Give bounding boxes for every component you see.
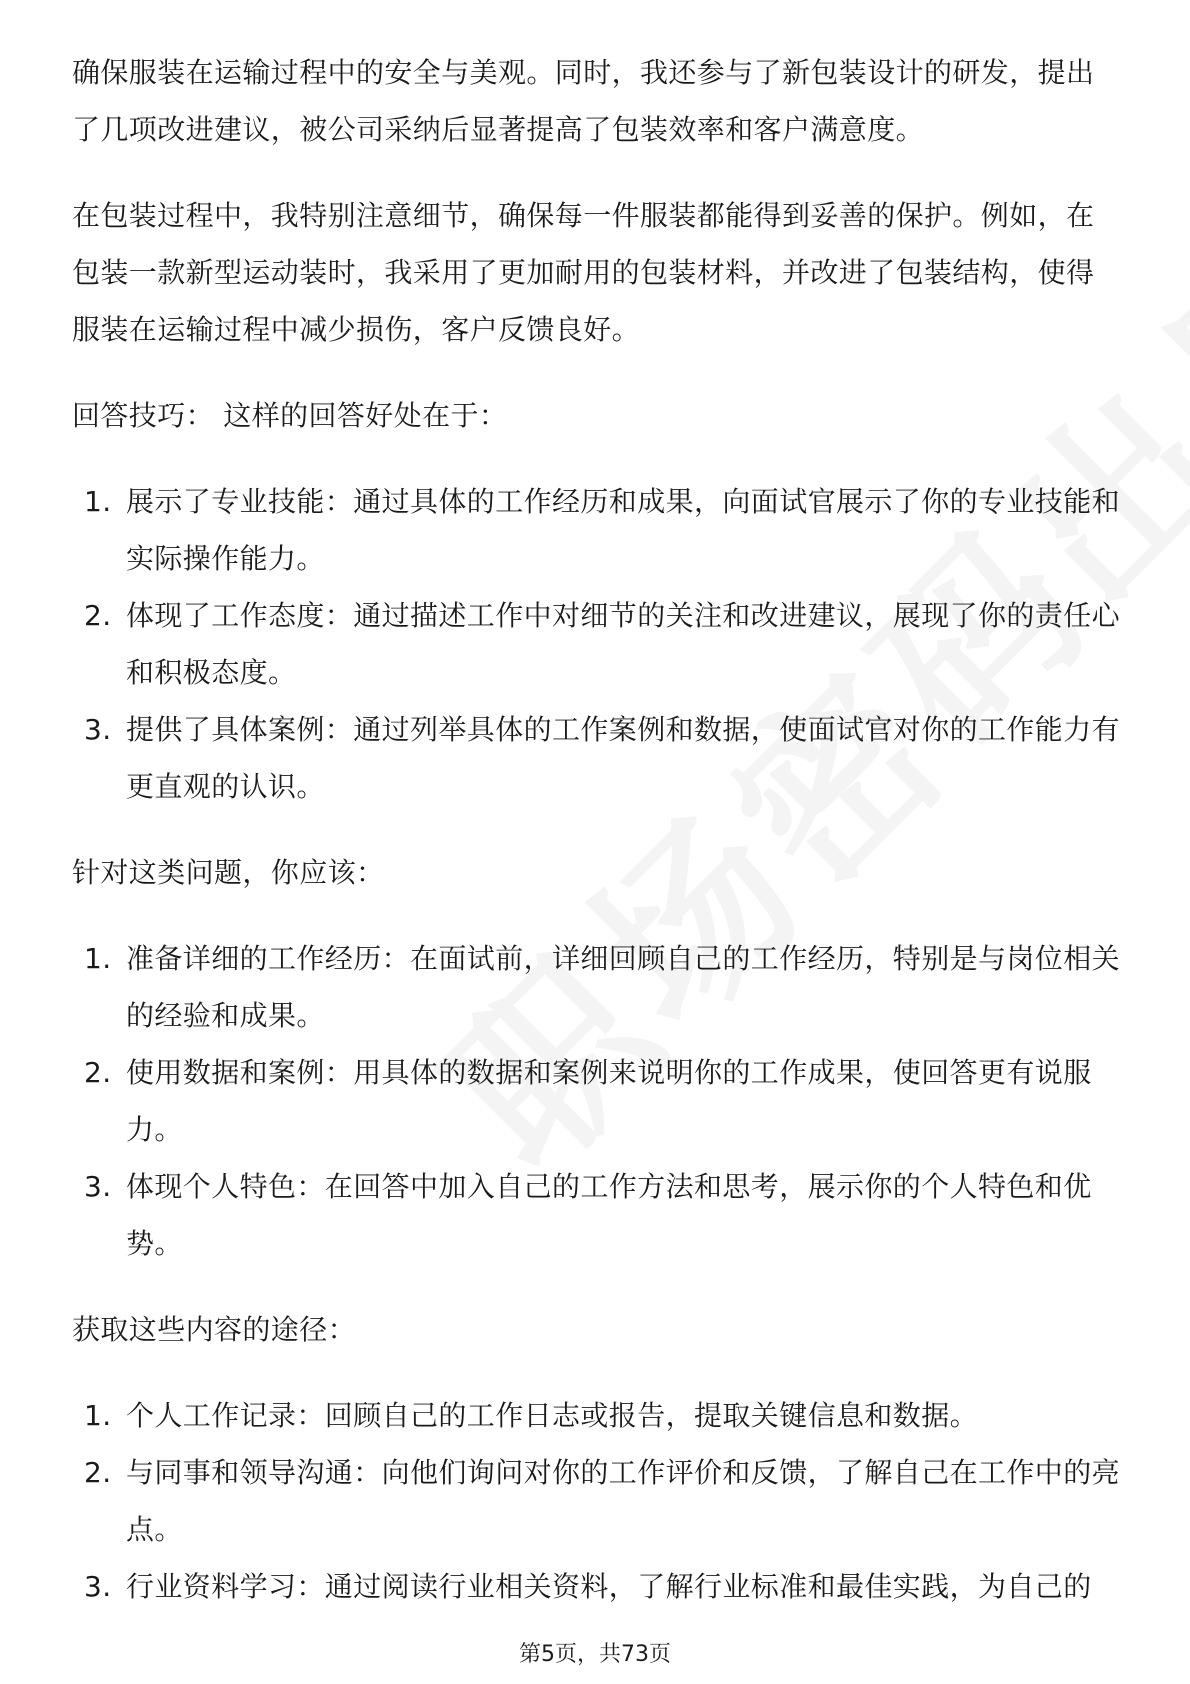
document-body (72, 44, 1122, 1644)
list-item-text: 准备详细的工作经历：在面试前，详细回顾自己的工作经历，特别是与岗位相关的经验和成果。 (126, 942, 1121, 1032)
list-number: 2. (84, 599, 112, 632)
list-number: 1. (84, 942, 112, 975)
list-number: 2. (84, 1056, 112, 1089)
list-item-text: 行业资料学习：通过阅读行业相关资料，了解行业标准和最佳实践，为自己的 (126, 1570, 1092, 1603)
list-number: 2. (84, 1456, 112, 1489)
list-number: 1. (84, 1399, 112, 1432)
sources-list (72, 1387, 1122, 1615)
list-item (72, 1444, 1122, 1558)
list-item-text: 展示了专业技能：通过具体的工作经历和成果，向面试官展示了你的专业技能和实际操作能力。 (126, 485, 1121, 575)
section-heading-what-to-do: 针对这类问题，你应该： (72, 856, 385, 889)
list-item-text: 使用数据和案例：用具体的数据和案例来说明你的工作成果，使回答更有说服力。 (126, 1056, 1092, 1146)
list-item (72, 1158, 1122, 1272)
list-item (72, 473, 1122, 587)
section-heading-answer-tips: 回答技巧： 这样的回答好处在于： (72, 399, 508, 432)
answer-tips-list (72, 473, 1122, 815)
list-item (72, 1387, 1122, 1444)
list-number: 3. (84, 1570, 112, 1603)
list-item-text: 体现了工作态度：通过描述工作中对细节的关注和改进建议，展现了你的责任心和积极态度。 (126, 599, 1121, 689)
list-item (72, 1558, 1122, 1615)
list-item-text: 个人工作记录：回顾自己的工作日志或报告，提取关键信息和数据。 (126, 1399, 979, 1432)
list-item (72, 587, 1122, 701)
list-number: 3. (84, 1170, 112, 1203)
list-item (72, 930, 1122, 1044)
list-item (72, 701, 1122, 815)
list-number: 1. (84, 485, 112, 518)
paragraph: 在包装过程中，我特别注意细节，确保每一件服装都能得到妥善的保护。例如，在包装一款新型运动装时，我采用了更加耐用的包装材料，并改进了包装结构，使得服装在运输过程中减少损伤，客户反馈良好。 (72, 199, 1095, 346)
page-number-footer: 第5页，共73页 (519, 1642, 671, 1667)
what-to-do-list (72, 930, 1122, 1272)
list-item-text: 提供了具体案例：通过列举具体的工作案例和数据，使面试官对你的工作能力有更直观的认识。 (126, 713, 1121, 803)
paragraph: 确保服装在运输过程中的安全与美观。同时，我还参与了新包装设计的研发，提出了几项改进建议，被公司采纳后显著提高了包装效率和客户满意度。 (72, 56, 1095, 146)
list-number: 3. (84, 713, 112, 746)
list-item-text: 体现个人特色：在回答中加入自己的工作方法和思考，展示你的个人特色和优势。 (126, 1170, 1092, 1260)
list-item-text: 与同事和领导沟通：向他们询问对你的工作评价和反馈，了解自己在工作中的亮点。 (126, 1456, 1121, 1546)
list-item (72, 1044, 1122, 1158)
section-heading-sources: 获取这些内容的途径： (72, 1313, 357, 1346)
